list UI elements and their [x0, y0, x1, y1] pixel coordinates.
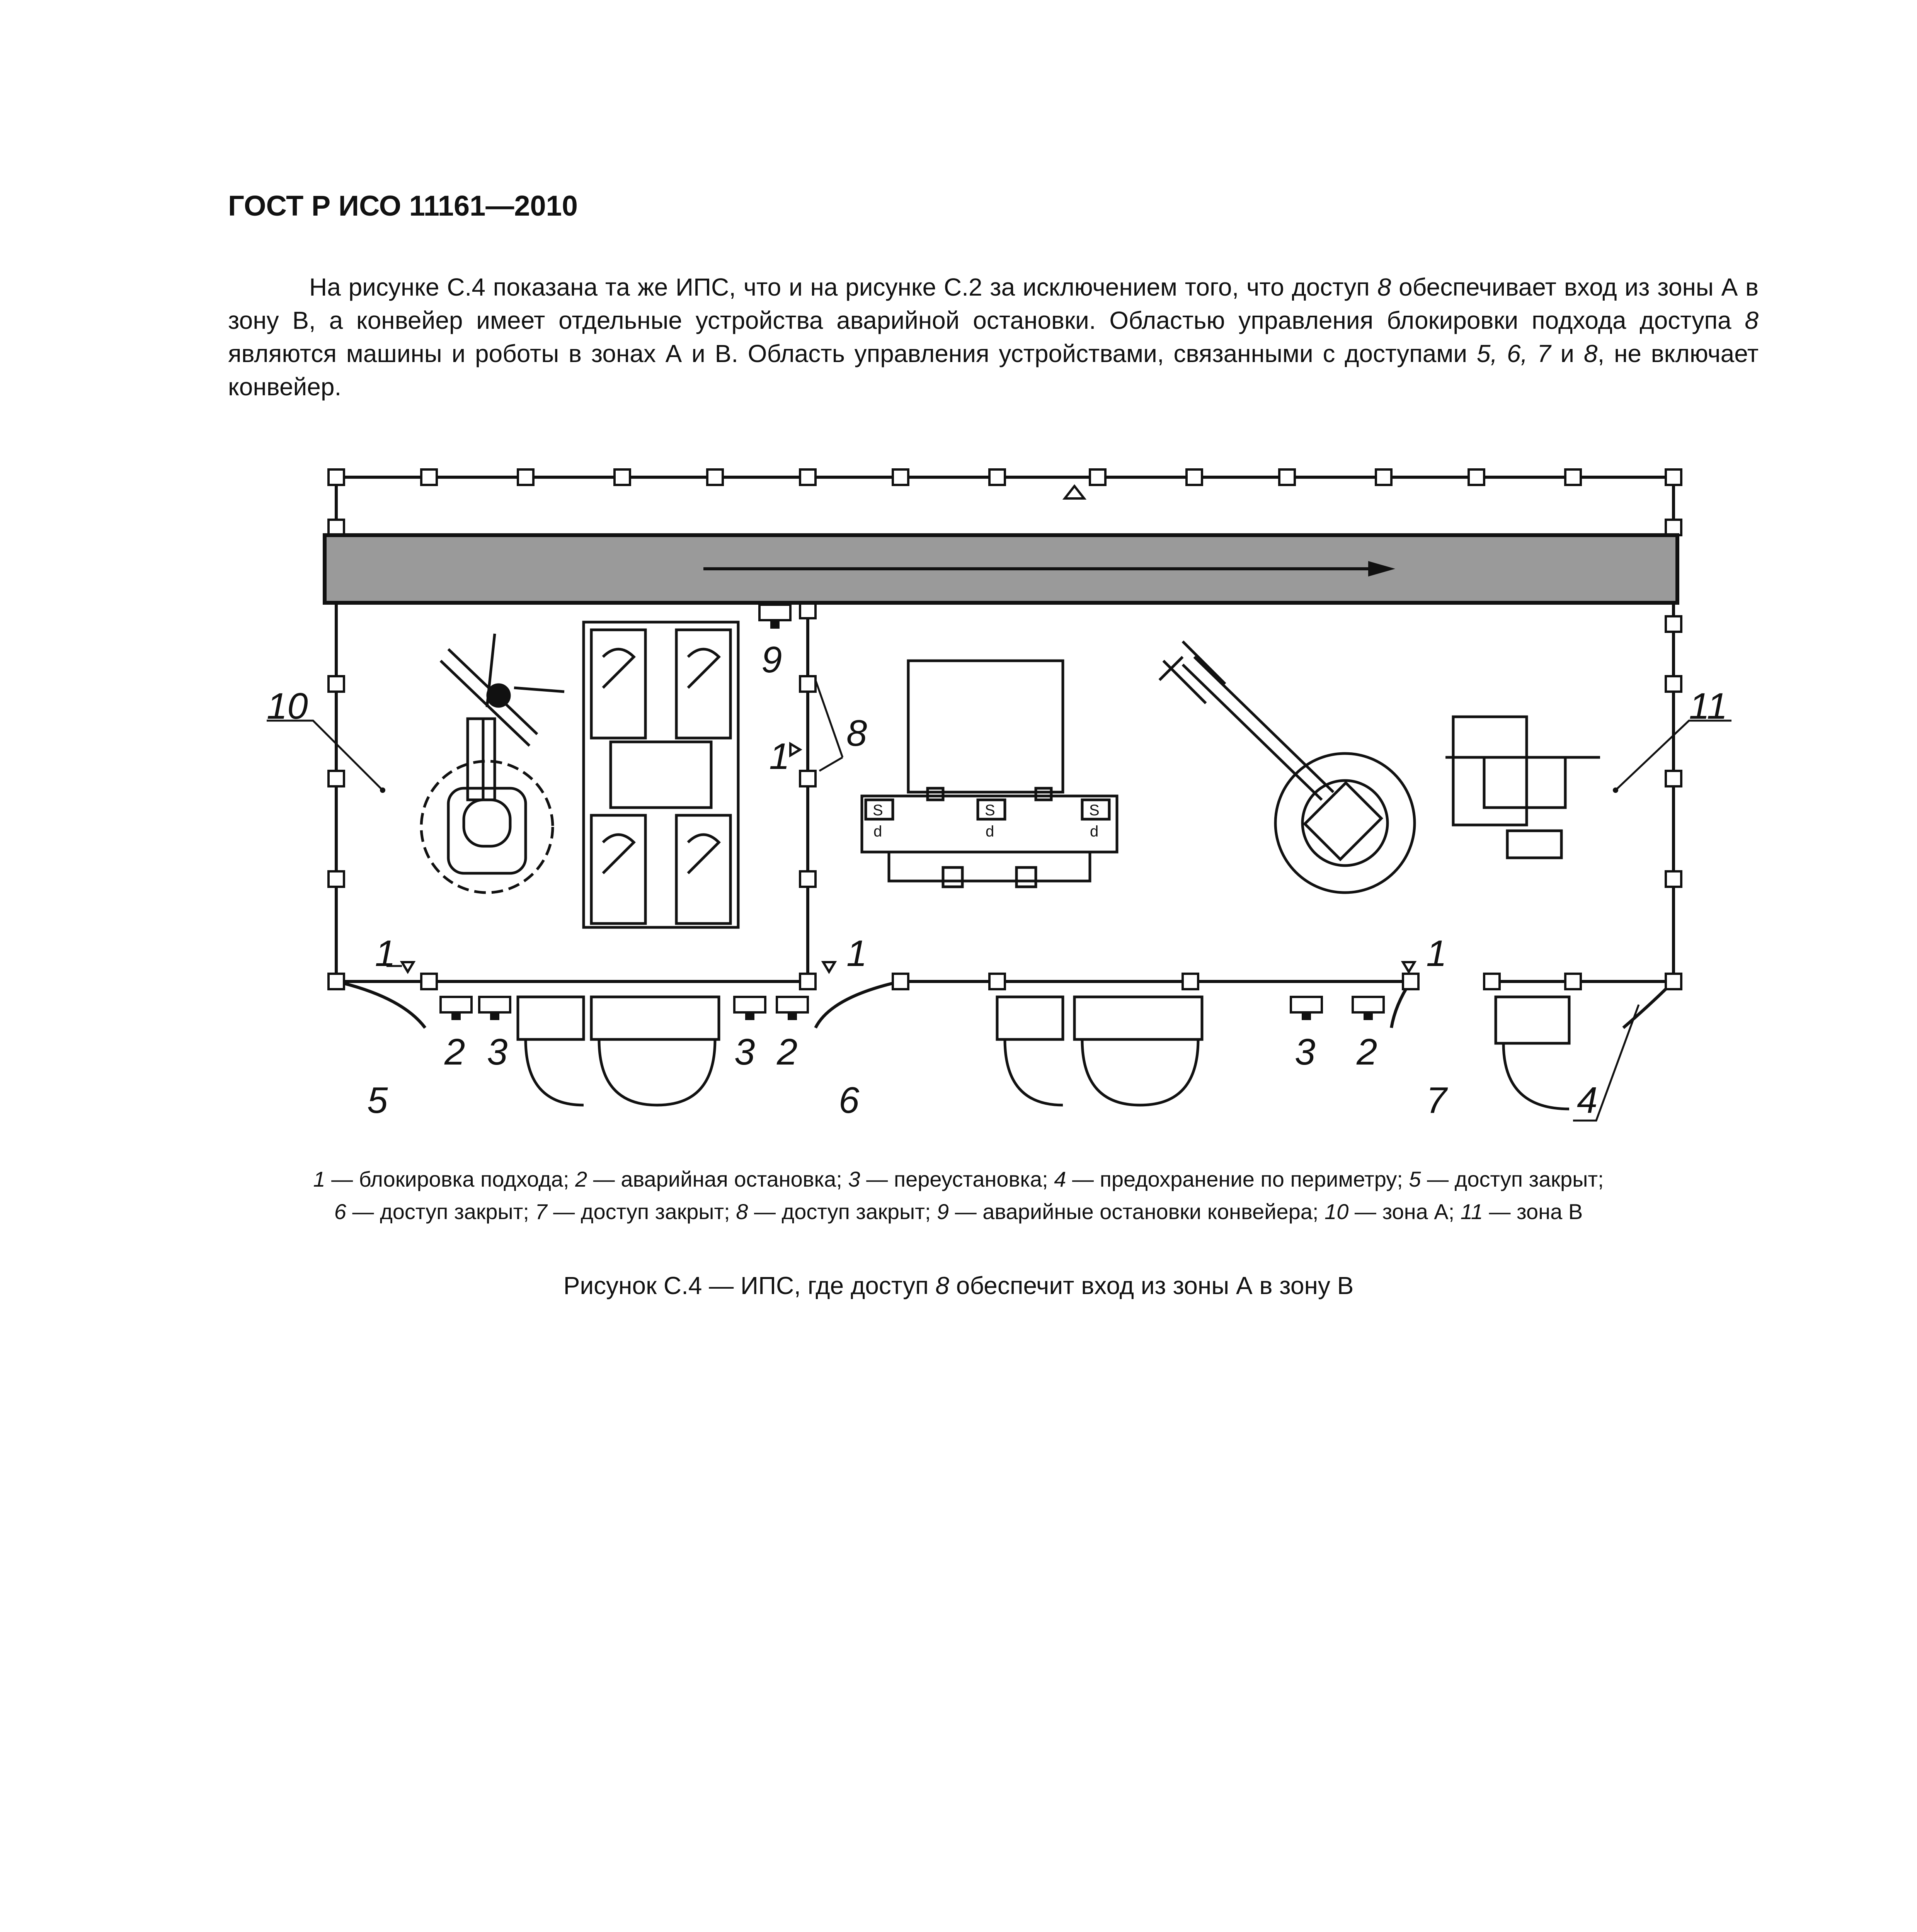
legend-key: 10 — [1325, 1199, 1349, 1224]
legend-key: 9 — [937, 1199, 949, 1224]
sensor-label: S — [985, 802, 995, 819]
estop-stem — [1364, 1012, 1373, 1020]
intro-text: обеспечивает вход из зоны А в зону В, а конвейер имеет отдельные устройства аварийной остановки. Областью управления блокировки подхода доступа — [228, 273, 1759, 334]
door-panel — [997, 997, 1063, 1039]
fence-post — [1469, 469, 1484, 485]
robot-wrist — [488, 685, 509, 706]
fence-post — [1666, 616, 1681, 632]
interlock-triangle-icon — [790, 744, 800, 755]
zone-marker — [380, 787, 385, 793]
leader-line — [815, 680, 843, 757]
estop-body — [759, 605, 790, 620]
callout-3: 3 — [1295, 1031, 1316, 1073]
intro-text: На рисунке С.4 показана та же ИПС, что и на рисунке С.2 за исключением того, что доступ — [309, 273, 1377, 301]
sensor-box — [1036, 788, 1051, 800]
fixture-outline — [584, 622, 738, 927]
fence-post — [1279, 469, 1295, 485]
door-panel — [1496, 997, 1569, 1043]
sensor-box — [928, 788, 943, 800]
callout-2: 2 — [1357, 1031, 1377, 1073]
fixture-center — [611, 742, 711, 808]
door-arc — [599, 1039, 715, 1105]
fence-post — [329, 974, 344, 989]
fence-post — [1666, 871, 1681, 887]
leader-line — [819, 757, 843, 771]
callout-4: 4 — [1577, 1080, 1598, 1121]
zone-marker — [1613, 787, 1618, 793]
document-header: ГОСТ Р ИСО 11161—2010 — [228, 190, 578, 222]
fence-post — [800, 771, 815, 786]
machine-icon — [862, 661, 1117, 887]
small-machine-base — [1507, 831, 1561, 858]
reset-icon — [734, 997, 765, 1012]
fixture-clamp — [676, 630, 730, 738]
legend-text: — доступ закрыт; — [748, 1199, 937, 1224]
callout-9: 9 — [761, 639, 782, 680]
callout-1: 1 — [375, 933, 396, 974]
door-panel — [1074, 997, 1202, 1039]
machine-foot — [1016, 867, 1036, 887]
sensor-label: S — [873, 802, 883, 819]
fence-post — [329, 771, 344, 786]
door-arc — [1082, 1039, 1198, 1105]
legend-key: 3 — [848, 1167, 860, 1191]
legend-text: — доступ закрыт; — [346, 1199, 535, 1224]
legend-text: — аварийная остановка; — [587, 1167, 848, 1191]
interlock-triangle-icon — [823, 962, 835, 972]
estop-stem — [451, 1012, 461, 1020]
intro-ref: 5, 6, 7 — [1476, 340, 1551, 367]
fence-post — [1403, 974, 1418, 989]
callout-3: 3 — [734, 1031, 755, 1073]
robot-icon — [1159, 641, 1415, 893]
machine-foot — [943, 867, 962, 887]
machine-housing — [908, 661, 1063, 792]
fence-post — [707, 469, 723, 485]
fixture-hoses — [603, 649, 719, 873]
figure-legend — [147, 1163, 1770, 1228]
fence-post — [421, 974, 437, 989]
fence-post — [893, 469, 908, 485]
legend-key: 6 — [334, 1199, 346, 1224]
fence-post — [615, 469, 630, 485]
legend-key: 2 — [575, 1167, 587, 1191]
estop-icon — [441, 997, 472, 1012]
callout-8: 8 — [846, 713, 867, 754]
callout-3: 3 — [487, 1031, 508, 1073]
estop-stem — [770, 620, 780, 629]
figure-title-text: Рисунок С.4 — ИПС, где доступ — [563, 1272, 936, 1299]
fence-post — [329, 871, 344, 887]
fence-post — [1183, 974, 1198, 989]
sensor-label: d — [986, 823, 994, 840]
callout-10: 10 — [267, 685, 308, 727]
reset-stem — [490, 1012, 499, 1020]
fence-post — [1666, 974, 1681, 989]
reset-icon — [479, 997, 510, 1012]
fence-post — [421, 469, 437, 485]
door-swing — [336, 981, 425, 1028]
door-arc — [526, 1039, 584, 1105]
legend-text: — доступ закрыт; — [1421, 1167, 1604, 1191]
intro-text: являются машины и роботы в зонах А и В. Область управления устройствами, связанными с доступами — [228, 340, 1477, 367]
legend-key: 4 — [1054, 1167, 1066, 1191]
callout-6: 6 — [839, 1080, 860, 1121]
small-machine-head — [1484, 757, 1565, 808]
callout-11: 11 — [1689, 685, 1728, 727]
door-swing — [815, 981, 901, 1028]
figure-title — [147, 1271, 1770, 1300]
estop-stem — [788, 1012, 797, 1020]
callout-2: 2 — [444, 1031, 465, 1073]
callout-1: 1 — [846, 933, 867, 974]
intro-text: , не включает конвейер. — [228, 340, 1759, 401]
legend-text: — переустановка; — [860, 1167, 1054, 1191]
sensor-label: d — [873, 823, 882, 840]
robot-icon — [421, 634, 564, 893]
fence-post — [800, 974, 815, 989]
fence-post — [800, 676, 815, 692]
machine-labels — [873, 802, 1100, 840]
legend-text: — предохранение по периметру; — [1066, 1167, 1409, 1191]
fixture-table-icon — [584, 622, 738, 927]
fence-post — [800, 603, 815, 618]
fence-post — [1187, 469, 1202, 485]
fixture-clamp — [676, 815, 730, 923]
fence-post — [1090, 469, 1105, 485]
legend-key: 1 — [313, 1167, 325, 1191]
estop-icon — [1353, 997, 1384, 1012]
legend-text: — зона А; — [1348, 1199, 1461, 1224]
door-panel — [591, 997, 719, 1039]
intro-ref: 8 — [1745, 306, 1759, 334]
fence-post — [1666, 520, 1681, 535]
leader-line — [267, 721, 383, 790]
figure-title-text: обеспечит вход из зоны А в зону В — [949, 1272, 1354, 1299]
conveyor-estop-icon — [759, 605, 790, 629]
door-arc — [1005, 1039, 1063, 1105]
fence-post — [1565, 469, 1581, 485]
leader-lines — [267, 680, 1731, 1121]
reset-stem — [745, 1012, 754, 1020]
fence-post — [518, 469, 533, 485]
interlock-triangle-icon — [1065, 486, 1084, 498]
reset-icon — [1291, 997, 1322, 1012]
callout-7: 7 — [1426, 1080, 1447, 1121]
interlock-triangle-icon — [402, 962, 414, 972]
doors — [518, 997, 1569, 1109]
intro-ref: 8 — [1377, 273, 1391, 301]
fixture-clamp — [591, 630, 645, 738]
legend-text: — блокировка подхода; — [325, 1167, 575, 1191]
legend-text: — зона В — [1483, 1199, 1583, 1224]
fence-post — [329, 469, 344, 485]
legend-key: 5 — [1409, 1167, 1421, 1191]
reset-stem — [1302, 1012, 1311, 1020]
fence-post — [329, 520, 344, 535]
fence-post — [989, 974, 1005, 989]
door-arc — [1503, 1043, 1569, 1109]
fixture-clamp — [591, 815, 645, 923]
callout-2: 2 — [777, 1031, 798, 1073]
estop-icon — [777, 997, 808, 1012]
small-machine-icon — [1445, 717, 1600, 858]
fence-post — [893, 974, 908, 989]
figure-title-ref: 8 — [935, 1272, 949, 1299]
intro-ref: 8 — [1583, 340, 1598, 367]
machine-base — [889, 852, 1090, 881]
fence-post — [1666, 469, 1681, 485]
legend-text: — аварийные остановки конвейера; — [949, 1199, 1325, 1224]
callout-1: 1 — [769, 736, 790, 777]
fence-post — [1666, 676, 1681, 692]
fence-post — [989, 469, 1005, 485]
robot-arm — [1183, 657, 1333, 800]
fence-post — [1376, 469, 1391, 485]
fence-post — [329, 676, 344, 692]
sensor-label: S — [1089, 802, 1100, 819]
fence-post — [800, 871, 815, 887]
bottom-devices — [441, 997, 1384, 1020]
legend-key: 7 — [535, 1199, 547, 1224]
intro-text: и — [1551, 340, 1584, 367]
legend-key: 8 — [736, 1199, 748, 1224]
door-panel — [518, 997, 584, 1039]
fence-post — [1565, 974, 1581, 989]
callout-1: 1 — [1426, 933, 1447, 974]
fence-post — [1666, 771, 1681, 786]
fence-post — [1484, 974, 1500, 989]
fence-post — [800, 469, 815, 485]
sensor-label: d — [1090, 823, 1099, 840]
conveyor — [325, 535, 1677, 603]
legend-text: — доступ закрыт; — [547, 1199, 736, 1224]
interlock-triangle-icon — [1403, 962, 1415, 972]
callout-5: 5 — [367, 1080, 388, 1121]
legend-key: 11 — [1460, 1199, 1483, 1224]
robot-joint — [464, 800, 510, 846]
